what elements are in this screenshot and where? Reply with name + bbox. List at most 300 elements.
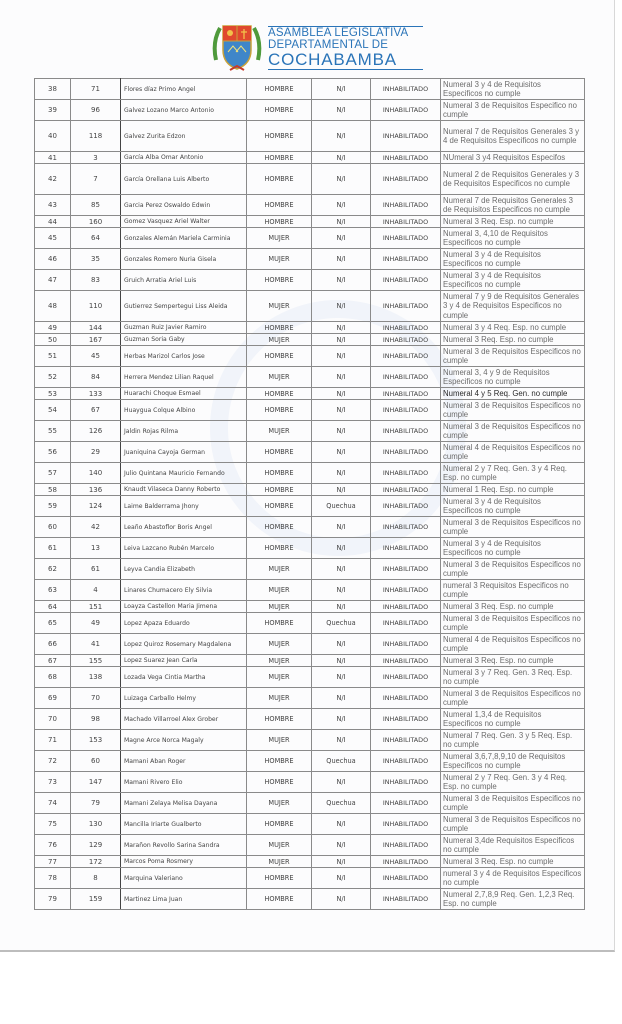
observation-cell: Numeral 3 de Requisitos Especificos no cumple <box>441 814 585 835</box>
language-cell: N/I <box>312 517 371 538</box>
candidate-name: Linares Chumacero Ely Silvia <box>121 580 247 601</box>
candidate-code: 133 <box>71 388 121 400</box>
sex-cell: HOMBRE <box>247 388 312 400</box>
candidate-code: 151 <box>71 601 121 613</box>
language-cell: N/I <box>312 889 371 910</box>
candidate-name: Lopez Apaza Eduardo <box>121 613 247 634</box>
row-number: 60 <box>35 517 71 538</box>
status-cell: INHABILITADO <box>371 496 441 517</box>
row-number: 40 <box>35 121 71 152</box>
candidate-code: 79 <box>71 793 121 814</box>
candidate-code: 138 <box>71 667 121 688</box>
table-row <box>35 868 585 889</box>
language-cell: Quechua <box>312 793 371 814</box>
candidate-name: Knaudt Vilaseca Danny Roberto <box>121 484 247 496</box>
candidate-name: Julio Quintana Mauricio Fernando <box>121 463 247 484</box>
candidate-code: 136 <box>71 484 121 496</box>
letterhead-line-1: ASAMBLEA LEGISLATIVA <box>268 27 409 39</box>
row-number: 52 <box>35 367 71 388</box>
sex-cell: MUJER <box>247 580 312 601</box>
table-row <box>35 322 585 334</box>
observation-cell: NUmeral 3 y4 Requisitos Especifos <box>441 152 585 164</box>
table-row <box>35 164 585 195</box>
table-row <box>35 195 585 216</box>
language-cell: N/I <box>312 442 371 463</box>
observation-cell: Numeral 3 Req. Esp. no cumple <box>441 216 585 228</box>
observation-cell: Numeral 3 Req. Esp. no cumple <box>441 655 585 667</box>
status-cell: INHABILITADO <box>371 772 441 793</box>
language-cell: N/I <box>312 79 371 100</box>
observation-cell: Numeral 3 Req. Esp. no cumple <box>441 601 585 613</box>
table-row <box>35 388 585 400</box>
candidate-name: Gruich Arratia Ariel Luis <box>121 270 247 291</box>
language-cell: Quechua <box>312 613 371 634</box>
status-cell: INHABILITADO <box>371 79 441 100</box>
candidate-code: 3 <box>71 152 121 164</box>
language-cell: N/I <box>312 164 371 195</box>
observation-cell: Numeral 1,3,4 de Requisitos Especificos no cumple <box>441 709 585 730</box>
row-number: 65 <box>35 613 71 634</box>
table-row <box>35 346 585 367</box>
language-cell: Quechua <box>312 751 371 772</box>
letterhead <box>208 18 423 74</box>
status-cell: INHABILITADO <box>371 856 441 868</box>
status-cell: INHABILITADO <box>371 655 441 667</box>
candidate-name: Flores díaz Primo Angel <box>121 79 247 100</box>
sex-cell: MUJER <box>247 793 312 814</box>
sex-cell: MUJER <box>247 334 312 346</box>
table-row <box>35 100 585 121</box>
observation-cell: Numeral 3 de Requisitos Especificos no cumple <box>441 613 585 634</box>
candidate-name: Galvez Zurita Edzon <box>121 121 247 152</box>
row-number: 79 <box>35 889 71 910</box>
candidate-code: 85 <box>71 195 121 216</box>
row-number: 45 <box>35 228 71 249</box>
observation-cell: Numeral 2 de Requisitos Generales y 3 de Requisitos Especificos no cumple <box>441 164 585 195</box>
status-cell: INHABILITADO <box>371 814 441 835</box>
observation-cell: Numeral 3 de Requisitos Especificos no cumple <box>441 688 585 709</box>
language-cell: N/I <box>312 868 371 889</box>
table-row <box>35 889 585 910</box>
letterhead-line-3: COCHABAMBA <box>268 50 397 69</box>
candidate-code: 167 <box>71 334 121 346</box>
observation-cell: Numeral 7 de Requisitos Generales 3 y 4 de Requisitos Especificos no cumple <box>441 121 585 152</box>
candidate-name: Marquina Valeriano <box>121 868 247 889</box>
observation-cell: Numeral 7 y 9 de Requisitos Generales 3 y 4 de Requisitos Especificos no cumple <box>441 291 585 322</box>
row-number: 71 <box>35 730 71 751</box>
status-cell: INHABILITADO <box>371 291 441 322</box>
observation-cell: Numeral 3,6,7,8,9,10 de Requisitos Especificos no cumple <box>441 751 585 772</box>
language-cell: N/I <box>312 688 371 709</box>
table-row <box>35 228 585 249</box>
status-cell: INHABILITADO <box>371 538 441 559</box>
observation-cell: Numeral 3 de Requisitos Especificos no cumple <box>441 346 585 367</box>
language-cell: N/I <box>312 634 371 655</box>
language-cell: N/I <box>312 856 371 868</box>
candidate-name: Herbas Marizol Carlos Jose <box>121 346 247 367</box>
observation-cell: Numeral 4 y 5 Req. Gen. no cumple <box>441 388 585 400</box>
sex-cell: MUJER <box>247 667 312 688</box>
table-row <box>35 793 585 814</box>
sex-cell: HOMBRE <box>247 814 312 835</box>
row-number: 42 <box>35 164 71 195</box>
status-cell: INHABILITADO <box>371 164 441 195</box>
row-number: 49 <box>35 322 71 334</box>
row-number: 59 <box>35 496 71 517</box>
status-cell: INHABILITADO <box>371 613 441 634</box>
candidate-code: 61 <box>71 559 121 580</box>
candidate-name: Juaniquina Cayoja German <box>121 442 247 463</box>
candidate-code: 29 <box>71 442 121 463</box>
status-cell: INHABILITADO <box>371 400 441 421</box>
row-number: 39 <box>35 100 71 121</box>
sex-cell: HOMBRE <box>247 868 312 889</box>
row-number: 69 <box>35 688 71 709</box>
language-cell: N/I <box>312 538 371 559</box>
table-row <box>35 601 585 613</box>
language-cell: N/I <box>312 709 371 730</box>
sex-cell: MUJER <box>247 367 312 388</box>
candidate-name: Mamani Rivero Elio <box>121 772 247 793</box>
observation-cell: Numeral 3 de Requisitos Especificos no cumple <box>441 793 585 814</box>
table-row <box>35 751 585 772</box>
candidate-name: García Orellana Luis Alberto <box>121 164 247 195</box>
candidate-code: 98 <box>71 709 121 730</box>
candidate-code: 13 <box>71 538 121 559</box>
status-cell: INHABILITADO <box>371 484 441 496</box>
observation-cell: Numeral 3 de Requisitos Especificos no cumple <box>441 559 585 580</box>
status-cell: INHABILITADO <box>371 442 441 463</box>
status-cell: INHABILITADO <box>371 421 441 442</box>
coat-of-arms-icon <box>210 20 264 74</box>
table-row <box>35 709 585 730</box>
sex-cell: MUJER <box>247 559 312 580</box>
row-number: 53 <box>35 388 71 400</box>
candidate-name: Leiva Lazcano Rubén Marcelo <box>121 538 247 559</box>
language-cell: N/I <box>312 216 371 228</box>
table-row <box>35 856 585 868</box>
candidate-code: 4 <box>71 580 121 601</box>
sex-cell: HOMBRE <box>247 100 312 121</box>
language-cell: N/I <box>312 400 371 421</box>
language-cell: N/I <box>312 388 371 400</box>
language-cell: N/I <box>312 195 371 216</box>
sex-cell: MUJER <box>247 421 312 442</box>
observation-cell: Numeral 3 Req. Esp. no cumple <box>441 856 585 868</box>
sex-cell: HOMBRE <box>247 751 312 772</box>
row-number: 38 <box>35 79 71 100</box>
table-row <box>35 367 585 388</box>
candidate-name: Martinez Lima Juan <box>121 889 247 910</box>
row-number: 77 <box>35 856 71 868</box>
language-cell: N/I <box>312 814 371 835</box>
row-number: 56 <box>35 442 71 463</box>
candidate-name: Jaldin Rojas Rilma <box>121 421 247 442</box>
language-cell: N/I <box>312 291 371 322</box>
status-cell: INHABILITADO <box>371 367 441 388</box>
status-cell: INHABILITADO <box>371 388 441 400</box>
candidate-name: Gomez Vasquez Ariel Walter <box>121 216 247 228</box>
row-number: 43 <box>35 195 71 216</box>
sex-cell: HOMBRE <box>247 538 312 559</box>
observation-cell: Numeral 3 y 4 Req. Esp. no cumple <box>441 322 585 334</box>
language-cell: N/I <box>312 152 371 164</box>
table-row <box>35 730 585 751</box>
row-number: 68 <box>35 667 71 688</box>
candidate-code: 147 <box>71 772 121 793</box>
status-cell: INHABILITADO <box>371 868 441 889</box>
table-row <box>35 655 585 667</box>
table-row <box>35 249 585 270</box>
sex-cell: HOMBRE <box>247 79 312 100</box>
candidate-name: Mamani Aban Roger <box>121 751 247 772</box>
status-cell: INHABILITADO <box>371 793 441 814</box>
sex-cell: HOMBRE <box>247 152 312 164</box>
table-row <box>35 634 585 655</box>
candidate-code: 45 <box>71 346 121 367</box>
candidate-name: Galvez Lozano Marco Antonio <box>121 100 247 121</box>
sex-cell: HOMBRE <box>247 270 312 291</box>
sex-cell: HOMBRE <box>247 400 312 421</box>
candidate-name: Lozada Vega Cintia Martha <box>121 667 247 688</box>
observation-cell: Numeral 3 de Requisitos Especificos no cumple <box>441 517 585 538</box>
candidate-code: 110 <box>71 291 121 322</box>
table-row <box>35 463 585 484</box>
table-row <box>35 517 585 538</box>
candidate-name: Luizaga Carballo Helmy <box>121 688 247 709</box>
candidate-name: Machado Villarroel Alex Grober <box>121 709 247 730</box>
table-row <box>35 400 585 421</box>
status-cell: INHABILITADO <box>371 580 441 601</box>
observation-cell: Numeral 3,4de Requisitos Especificos no cumple <box>441 835 585 856</box>
candidate-name: Mancilla Iriarte Gualberto <box>121 814 247 835</box>
table-row <box>35 496 585 517</box>
observation-cell: Numeral 2 y 7 Req. Gen. 3 y 4 Req. Esp. no cumple <box>441 772 585 793</box>
candidate-name: Garcia Perez Oswaldo Edwin <box>121 195 247 216</box>
candidate-name: Magne Arce Norca Magaly <box>121 730 247 751</box>
row-number: 48 <box>35 291 71 322</box>
observation-cell: Numeral 4 de Requisitos Especificos no cumple <box>441 634 585 655</box>
table-row <box>35 121 585 152</box>
observation-cell: Numeral 3, 4,10 de Requisitos Especificos no cumple <box>441 228 585 249</box>
candidate-name: Laime Balderrama Jhony <box>121 496 247 517</box>
language-cell: N/I <box>312 322 371 334</box>
candidate-code: 160 <box>71 216 121 228</box>
candidate-name: Leaño Abastoflor Boris Angel <box>121 517 247 538</box>
table-row <box>35 688 585 709</box>
candidate-name: Guzman Soria Gaby <box>121 334 247 346</box>
candidate-name: Lopez Suarez Jean Carla <box>121 655 247 667</box>
status-cell: INHABILITADO <box>371 121 441 152</box>
language-cell: N/I <box>312 580 371 601</box>
status-cell: INHABILITADO <box>371 152 441 164</box>
table-row <box>35 613 585 634</box>
sex-cell: HOMBRE <box>247 613 312 634</box>
status-cell: INHABILITADO <box>371 322 441 334</box>
status-cell: INHABILITADO <box>371 228 441 249</box>
language-cell: N/I <box>312 121 371 152</box>
row-number: 57 <box>35 463 71 484</box>
candidate-code: 42 <box>71 517 121 538</box>
row-number: 41 <box>35 152 71 164</box>
candidate-name: Huaygua Colque Albino <box>121 400 247 421</box>
sex-cell: MUJER <box>247 228 312 249</box>
language-cell: N/I <box>312 228 371 249</box>
sex-cell: HOMBRE <box>247 164 312 195</box>
sex-cell: HOMBRE <box>247 889 312 910</box>
status-cell: INHABILITADO <box>371 559 441 580</box>
table-row <box>35 270 585 291</box>
candidate-code: 126 <box>71 421 121 442</box>
candidate-code: 96 <box>71 100 121 121</box>
table-row <box>35 580 585 601</box>
sex-cell: MUJER <box>247 730 312 751</box>
observation-cell: Numeral 3, 4 y 9 de Requisitos Especificos no cumple <box>441 367 585 388</box>
sex-cell: MUJER <box>247 291 312 322</box>
observation-cell: Numeral 3 y 4 de Requisitos Especificos no cumple <box>441 79 585 100</box>
status-cell: INHABILITADO <box>371 709 441 730</box>
candidate-name: Herrera Mendez Lilian Raquel <box>121 367 247 388</box>
candidate-code: 8 <box>71 868 121 889</box>
candidate-name: Gutierrez Sempertegui Liss Aleida <box>121 291 247 322</box>
observation-cell: Numeral 3 y 4 de Requisitos Especificos no cumple <box>441 496 585 517</box>
sex-cell: HOMBRE <box>247 322 312 334</box>
row-number: 46 <box>35 249 71 270</box>
observation-cell: Numeral 7 de Requisitos Generales 3 de Requisitos Especificos no cumple <box>441 195 585 216</box>
status-cell: INHABILITADO <box>371 249 441 270</box>
sex-cell: HOMBRE <box>247 121 312 152</box>
table-row <box>35 484 585 496</box>
status-cell: INHABILITADO <box>371 100 441 121</box>
candidate-code: 7 <box>71 164 121 195</box>
sex-cell: HOMBRE <box>247 709 312 730</box>
candidate-code: 60 <box>71 751 121 772</box>
status-cell: INHABILITADO <box>371 730 441 751</box>
candidate-name: Loayza Castellon Maria Jimena <box>121 601 247 613</box>
candidate-name: Huarachi Choque Esmael <box>121 388 247 400</box>
sex-cell: MUJER <box>247 835 312 856</box>
candidate-name: Mamani Zelaya Melisa Dayana <box>121 793 247 814</box>
row-number: 64 <box>35 601 71 613</box>
table-row <box>35 334 585 346</box>
table-row <box>35 291 585 322</box>
language-cell: N/I <box>312 270 371 291</box>
row-number: 51 <box>35 346 71 367</box>
observation-cell: numeral 3 y 4 de Requisitos Especificos no cumple <box>441 868 585 889</box>
sex-cell: HOMBRE <box>247 216 312 228</box>
observation-cell: numeral 3 Requisitos Especificos no cumple <box>441 580 585 601</box>
candidate-code: 124 <box>71 496 121 517</box>
candidate-code: 159 <box>71 889 121 910</box>
language-cell: N/I <box>312 601 371 613</box>
candidate-code: 35 <box>71 249 121 270</box>
language-cell: N/I <box>312 346 371 367</box>
sex-cell: HOMBRE <box>247 442 312 463</box>
row-number: 55 <box>35 421 71 442</box>
sex-cell: MUJER <box>247 634 312 655</box>
status-cell: INHABILITADO <box>371 667 441 688</box>
row-number: 74 <box>35 793 71 814</box>
observation-cell: Numeral 2,7,8,9 Req. Gen. 1,2,3 Req. Esp. no cumple <box>441 889 585 910</box>
sex-cell: HOMBRE <box>247 463 312 484</box>
language-cell: N/I <box>312 421 371 442</box>
row-number: 47 <box>35 270 71 291</box>
table-row <box>35 421 585 442</box>
sex-cell: MUJER <box>247 655 312 667</box>
candidate-code: 155 <box>71 655 121 667</box>
observation-cell: Numeral 3 Req. Esp. no cumple <box>441 334 585 346</box>
row-number: 54 <box>35 400 71 421</box>
candidate-code: 118 <box>71 121 121 152</box>
table-row <box>35 667 585 688</box>
row-number: 70 <box>35 709 71 730</box>
language-cell: Quechua <box>312 496 371 517</box>
row-number: 67 <box>35 655 71 667</box>
row-number: 72 <box>35 751 71 772</box>
status-cell: INHABILITADO <box>371 634 441 655</box>
observation-cell: Numeral 3 y 4 de Requisitos Especificos no cumple <box>441 270 585 291</box>
row-number: 78 <box>35 868 71 889</box>
language-cell: N/I <box>312 249 371 270</box>
table-row <box>35 835 585 856</box>
language-cell: N/I <box>312 484 371 496</box>
candidate-code: 49 <box>71 613 121 634</box>
candidate-code: 140 <box>71 463 121 484</box>
sex-cell: HOMBRE <box>247 484 312 496</box>
language-cell: N/I <box>312 463 371 484</box>
table-row <box>35 79 585 100</box>
candidate-code: 41 <box>71 634 121 655</box>
status-cell: INHABILITADO <box>371 346 441 367</box>
status-cell: INHABILITADO <box>371 334 441 346</box>
language-cell: N/I <box>312 772 371 793</box>
observation-cell: Numeral 3 de Requisitos Especifico no cumple <box>441 100 585 121</box>
observation-cell: Numeral 7 Req. Gen. 3 y 5 Req. Esp. no cumple <box>441 730 585 751</box>
observation-cell: Numeral 2 y 7 Req. Gen. 3 y 4 Req. Esp. no cumple <box>441 463 585 484</box>
candidate-name: Gonzales Romero Nuria Gisela <box>121 249 247 270</box>
candidate-name: Guzman Ruiz Javier Ramiro <box>121 322 247 334</box>
row-number: 66 <box>35 634 71 655</box>
candidate-name: Marcos Poma Rosmery <box>121 856 247 868</box>
candidate-code: 172 <box>71 856 121 868</box>
candidate-code: 153 <box>71 730 121 751</box>
language-cell: N/I <box>312 367 371 388</box>
sex-cell: HOMBRE <box>247 772 312 793</box>
sex-cell: HOMBRE <box>247 496 312 517</box>
table-row <box>35 538 585 559</box>
sex-cell: HOMBRE <box>247 346 312 367</box>
language-cell: N/I <box>312 334 371 346</box>
language-cell: N/I <box>312 100 371 121</box>
status-cell: INHABILITADO <box>371 195 441 216</box>
language-cell: N/I <box>312 667 371 688</box>
status-cell: INHABILITADO <box>371 463 441 484</box>
status-cell: INHABILITADO <box>371 270 441 291</box>
table-row <box>35 772 585 793</box>
row-number: 73 <box>35 772 71 793</box>
row-number: 76 <box>35 835 71 856</box>
row-number: 75 <box>35 814 71 835</box>
observation-cell: Numeral 3 y 4 de Requisitos Especificos no cumple <box>441 249 585 270</box>
row-number: 44 <box>35 216 71 228</box>
letterhead-line-2: DEPARTAMENTAL DE <box>268 38 389 51</box>
candidate-name: Gonzales Alemán Mariela Carminia <box>121 228 247 249</box>
table-row <box>35 216 585 228</box>
candidate-name: Lopez Quiroz Rosemary Magdalena <box>121 634 247 655</box>
candidate-code: 71 <box>71 79 121 100</box>
row-number: 63 <box>35 580 71 601</box>
observation-cell: Numeral 3 de Requisitos Especificos no cumple <box>441 421 585 442</box>
